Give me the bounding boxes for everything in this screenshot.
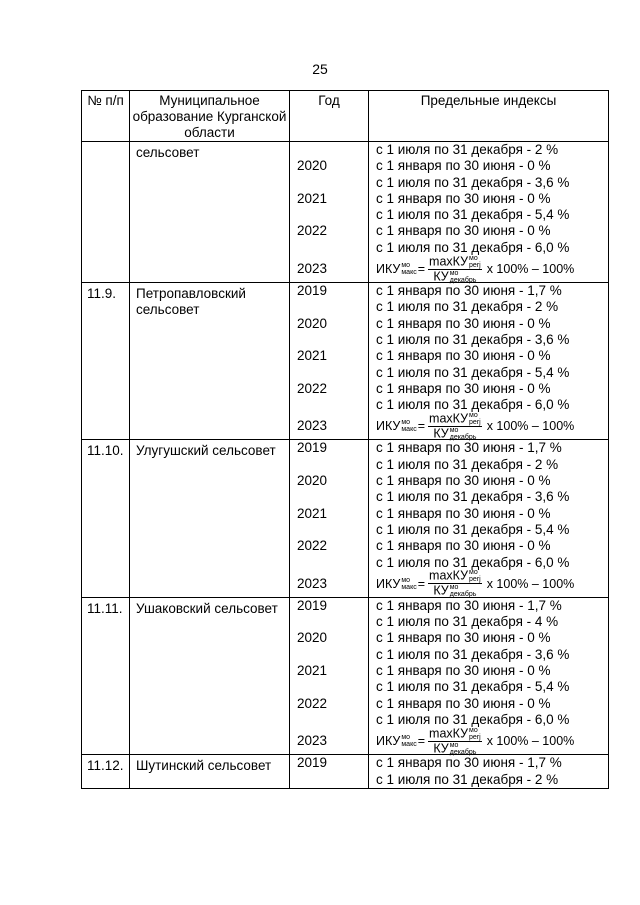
index-line: с 1 января по 30 июня - 1,7 % [376, 597, 562, 613]
formula-num-main: maxКУ [429, 253, 469, 268]
formula-den-sub: декабрь [449, 748, 477, 756]
year-value: 2023 [297, 733, 328, 749]
formula-lhs-indices [401, 734, 416, 748]
formula-fraction [428, 569, 482, 598]
row-municipality: сельсовет [130, 142, 290, 283]
formula-num-main: maxКУ [429, 411, 469, 426]
formula-tail: x 100% – 100% [486, 734, 575, 749]
year-value: 2022 [297, 380, 328, 396]
index-line: с 1 января по 30 июня - 0 % [376, 190, 551, 206]
year-cell [297, 158, 368, 191]
year-value: 2021 [297, 663, 328, 679]
formula-eq: = [417, 576, 426, 591]
formula-num-sub: реrj [469, 576, 481, 584]
formula-lhs-indices [401, 577, 416, 591]
index-line: с 1 июля по 31 декабря - 3,6 % [376, 174, 570, 190]
year-cell [297, 191, 368, 224]
formula-num-indices [469, 727, 481, 741]
formula-den-indices [450, 270, 477, 284]
index-line: с 1 января по 30 июня - 0 % [376, 315, 551, 331]
index-line: с 1 июля по 31 декабря - 5,4 % [376, 207, 570, 223]
index-line: с 1 июля по 31 декабря - 6,0 % [376, 554, 570, 570]
header-row [82, 91, 609, 142]
formula-ikumax [376, 728, 608, 754]
index-line: с 1 января по 30 июня - 1,7 % [376, 755, 562, 771]
formula-num-sup: мо [469, 411, 478, 419]
year-value: 2020 [297, 158, 328, 174]
index-line: с 1 января по 30 июня - 0 % [376, 538, 551, 554]
year-value: 2023 [297, 575, 328, 591]
year-value: 2020 [297, 630, 328, 646]
formula-tail: x 100% – 100% [486, 419, 575, 434]
formula-num-sup: мо [469, 726, 478, 734]
formula-fraction [428, 412, 482, 441]
year-value: 2019 [297, 440, 328, 456]
index-line: с 1 июля по 31 декабря - 4 % [376, 614, 559, 630]
index-line: с 1 января по 30 июня - 0 % [376, 348, 551, 364]
formula-den-sup: мо [449, 584, 459, 592]
formula-den-main: КУ [433, 583, 449, 598]
formula-lhs: ИКУ [376, 419, 401, 434]
year-value: 2021 [297, 348, 328, 364]
row-municipality: Шутинский сельсовет [130, 755, 290, 789]
formula-num-indices [469, 412, 481, 426]
row-number [82, 142, 130, 283]
index-line: с 1 июля по 31 декабря - 2 % [376, 299, 559, 315]
formula-denominator [433, 427, 476, 441]
index-line: с 1 января по 30 июня - 0 % [376, 380, 551, 396]
formula-denominator [433, 742, 476, 756]
row-municipality: Петропавловский сельсовет [130, 283, 290, 440]
formula-num-sub: реrj [469, 261, 481, 269]
index-line: с 1 января по 30 июня - 0 % [376, 158, 551, 174]
year-value: 2022 [297, 538, 328, 554]
formula-lhs-sub: макс [401, 741, 417, 749]
index-line: с 1 июля по 31 декабря - 2 % [376, 771, 559, 787]
formula-fraction [428, 727, 482, 756]
year-cell [297, 348, 368, 381]
formula-den-main: КУ [433, 426, 449, 441]
row-indices [369, 755, 609, 789]
row-indices [369, 142, 609, 283]
page-number: 25 [312, 61, 328, 77]
formula-lhs: ИКУ [376, 734, 401, 749]
table-row [82, 440, 609, 597]
year-value: 2021 [297, 190, 328, 206]
formula-ikumax [376, 568, 608, 599]
table-row [82, 283, 609, 440]
year-cell [297, 223, 368, 256]
formula-num-sup: мо [469, 569, 478, 577]
year-value: 2019 [297, 597, 328, 613]
year-cell [297, 630, 368, 663]
header-municipality: Муниципальное образование Курганской области [130, 91, 290, 142]
index-line: с 1 января по 30 июня - 1,7 % [376, 283, 562, 299]
year-value: 2019 [297, 283, 328, 299]
formula-eq: = [417, 419, 426, 434]
formula-lhs-sub: макс [401, 269, 417, 277]
formula-lhs-sup: мо [401, 576, 411, 584]
header-year: Год [290, 91, 369, 142]
formula-tail: x 100% – 100% [486, 576, 575, 591]
year-value: 2020 [297, 315, 328, 331]
index-line: с 1 января по 30 июня - 0 % [376, 663, 551, 679]
year-cell [297, 473, 368, 506]
formula-num-main: maxКУ [429, 568, 469, 583]
formula-lhs-sup: мо [401, 734, 411, 742]
formula-ikumax [376, 253, 608, 284]
formula-num-indices [469, 255, 481, 269]
index-line: с 1 июля по 31 декабря - 2 % [376, 456, 559, 472]
formula-lhs-sub: макс [401, 426, 417, 434]
index-line: с 1 января по 30 июня - 0 % [376, 505, 551, 521]
row-years [290, 283, 369, 440]
index-line: с 1 июля по 31 декабря - 6,0 % [376, 397, 570, 413]
index-line: с 1 июля по 31 декабря - 6,0 % [376, 711, 570, 727]
index-line: с 1 января по 30 июня - 0 % [376, 630, 551, 646]
formula-den-main: КУ [433, 268, 449, 283]
formula-denominator [433, 270, 476, 284]
index-line: с 1 июля по 31 декабря - 2 % [376, 142, 559, 157]
row-indices [369, 597, 609, 754]
year-value: 2019 [297, 755, 328, 771]
formula-den-indices [450, 427, 477, 441]
year-cell [297, 598, 368, 631]
formula-den-sub: декабрь [449, 433, 477, 441]
formula-lhs-sup: мо [401, 419, 411, 427]
year-value: 2022 [297, 223, 328, 239]
formula-num-sub: реrj [469, 733, 481, 741]
formula-ikumax [376, 413, 608, 439]
formula-den-sup: мо [449, 426, 459, 434]
formula-numerator [428, 727, 482, 742]
formula-numerator [428, 412, 482, 427]
formula-den-indices [450, 742, 477, 756]
row-number: 11.11. [82, 597, 130, 754]
formula-den-sub: декабрь [449, 276, 477, 284]
row-indices [369, 440, 609, 597]
formula-den-sub: декабрь [449, 591, 477, 599]
formula-eq: = [417, 262, 426, 277]
row-indices [369, 283, 609, 440]
row-municipality: Улугушский сельсовет [130, 440, 290, 597]
year-cell [297, 571, 368, 597]
year-value: 2022 [297, 695, 328, 711]
formula-numerator [428, 569, 482, 584]
table-row [82, 142, 609, 283]
year-cell [297, 506, 368, 539]
year-cell [297, 316, 368, 349]
formula-tail: x 100% – 100% [486, 262, 575, 277]
year-cell [297, 413, 368, 439]
formula-den-sup: мо [449, 741, 459, 749]
formula-numerator [428, 255, 482, 270]
index-line: с 1 июля по 31 декабря - 5,4 % [376, 364, 570, 380]
limit-indices-table [81, 90, 609, 789]
year-cell [297, 283, 368, 316]
row-years [290, 142, 369, 283]
formula-den-main: КУ [433, 741, 449, 755]
formula-lhs-sup: мо [401, 262, 411, 270]
year-cell [297, 538, 368, 571]
year-cell [297, 663, 368, 696]
formula-lhs: ИКУ [376, 576, 401, 591]
year-value: 2020 [297, 473, 328, 489]
index-line: с 1 июля по 31 декабря - 3,6 % [376, 489, 570, 505]
formula-lhs-sub: макс [401, 583, 417, 591]
row-number: 11.9. [82, 283, 130, 440]
table-row [82, 755, 609, 789]
year-cell [297, 696, 368, 729]
formula-num-main: maxКУ [429, 726, 469, 740]
formula-den-sup: мо [449, 269, 459, 277]
index-line: с 1 июля по 31 декабря - 5,4 % [376, 679, 570, 695]
year-cell [297, 755, 368, 788]
row-number: 11.12. [82, 755, 130, 789]
formula-num-sub: реrj [469, 418, 481, 426]
row-years [290, 755, 369, 789]
year-cell [297, 728, 368, 754]
year-value: 2021 [297, 505, 328, 521]
index-line: с 1 июля по 31 декабря - 3,6 % [376, 646, 570, 662]
formula-lhs-indices [401, 419, 416, 433]
row-number: 11.10. [82, 440, 130, 597]
index-line: с 1 января по 30 июня - 1,7 % [376, 440, 562, 456]
formula-num-sup: мо [469, 254, 478, 262]
formula-den-indices [450, 584, 477, 598]
formula-num-indices [469, 569, 481, 583]
index-line: с 1 июля по 31 декабря - 5,4 % [376, 521, 570, 537]
formula-fraction [428, 255, 482, 284]
formula-lhs-indices [401, 262, 416, 276]
year-value: 2023 [297, 418, 328, 434]
year-cell [297, 142, 368, 158]
row-years [290, 597, 369, 754]
formula-lhs: ИКУ [376, 262, 401, 277]
formula-eq: = [417, 734, 426, 749]
header-indices: Предельные индексы [369, 91, 609, 142]
index-line: с 1 января по 30 июня - 0 % [376, 473, 551, 489]
row-years [290, 440, 369, 597]
year-cell [297, 381, 368, 414]
table-row [82, 597, 609, 754]
year-cell [297, 256, 368, 282]
formula-denominator [433, 584, 476, 598]
index-line: с 1 июля по 31 декабря - 3,6 % [376, 331, 570, 347]
year-value: 2023 [297, 261, 328, 277]
row-municipality: Ушаковский сельсовет [130, 597, 290, 754]
index-line: с 1 июля по 31 декабря - 6,0 % [376, 239, 570, 255]
index-line: с 1 января по 30 июня - 0 % [376, 695, 551, 711]
index-line: с 1 января по 30 июня - 0 % [376, 223, 551, 239]
year-cell [297, 440, 368, 473]
header-num: № п/п [82, 91, 130, 142]
